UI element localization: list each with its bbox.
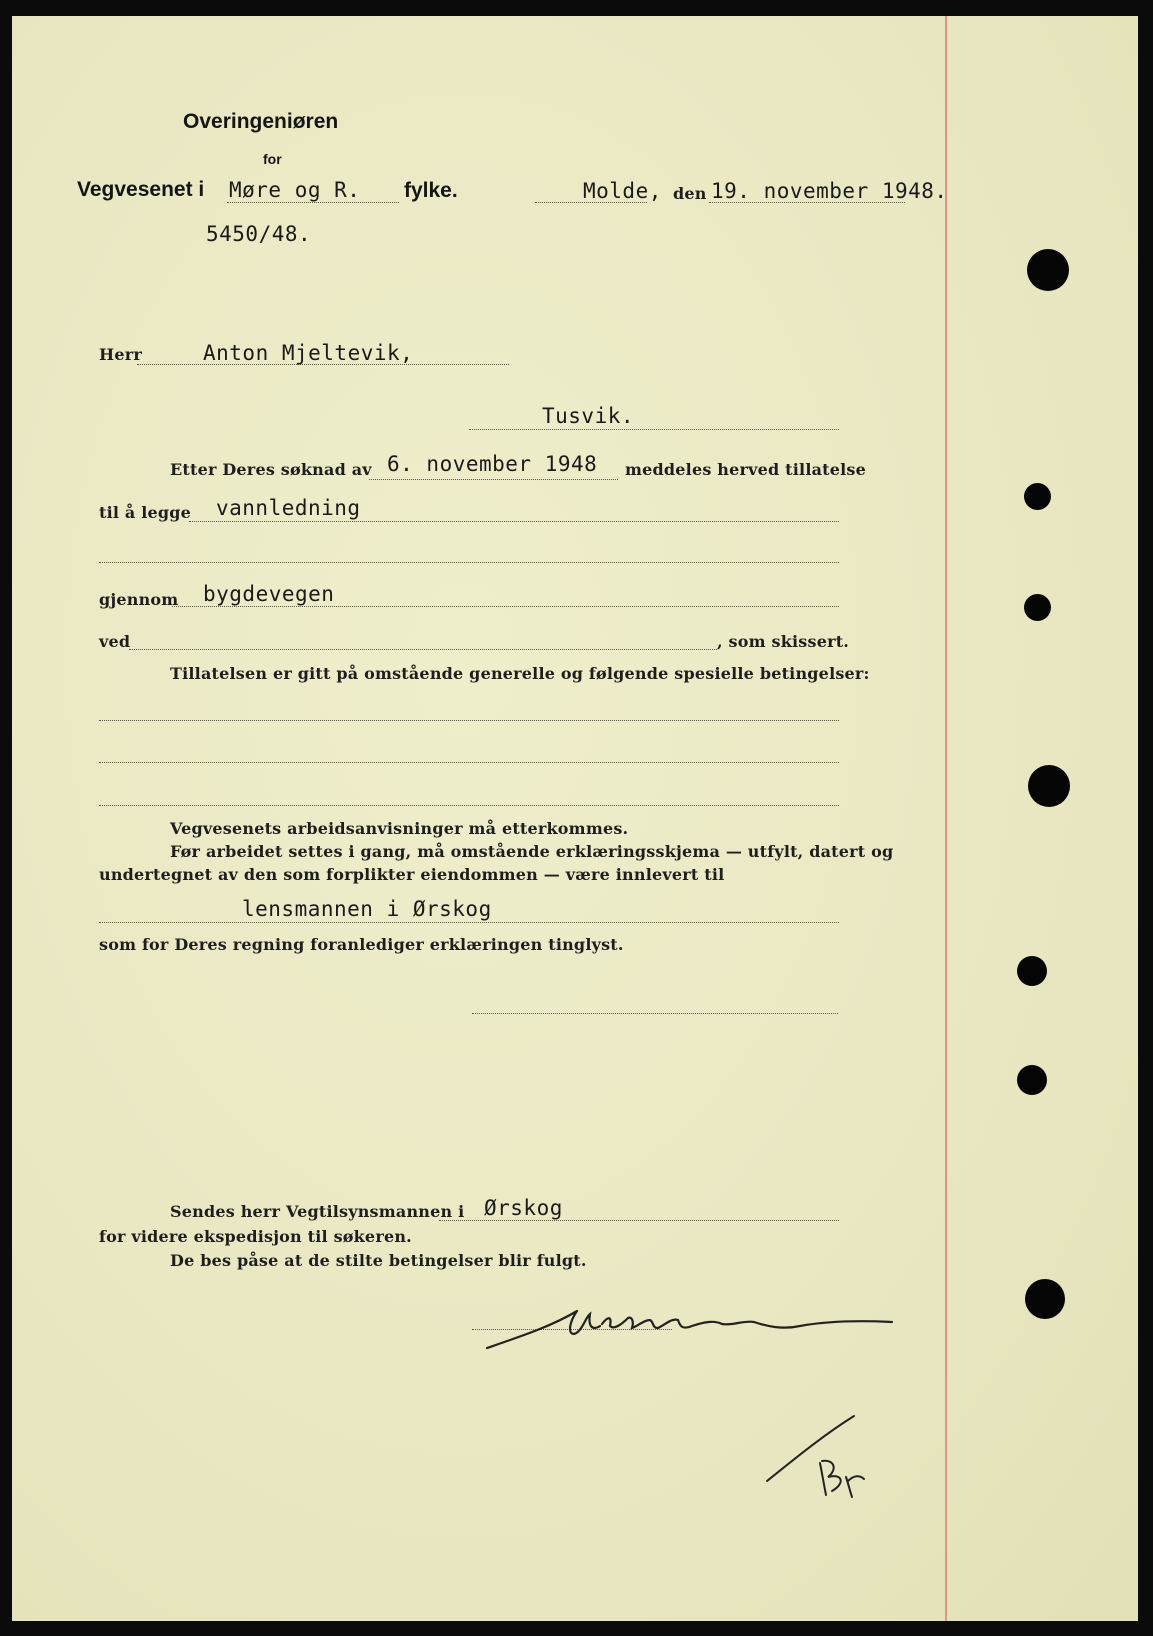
sent-line-2: for videre ekspedisjon til søkeren. bbox=[99, 1227, 412, 1246]
place-value: Molde, bbox=[583, 179, 662, 203]
punch-hole bbox=[1017, 956, 1047, 986]
punch-hole bbox=[1017, 1065, 1047, 1095]
purpose-label: til å legge bbox=[99, 503, 192, 522]
deliver-dotted-line bbox=[99, 922, 839, 923]
initials-mark bbox=[762, 1411, 872, 1501]
purpose-dotted-line bbox=[189, 521, 839, 522]
condition-dotted-line bbox=[99, 720, 839, 721]
punch-hole bbox=[1028, 765, 1070, 807]
signature bbox=[482, 1286, 902, 1366]
recipient-place-dotted-line bbox=[469, 429, 839, 430]
county-dotted-line bbox=[227, 202, 399, 203]
county-value: Møre og R. bbox=[229, 178, 361, 202]
recipient-place: Tusvik. bbox=[542, 404, 635, 428]
by-label: ved bbox=[99, 632, 131, 651]
through-label: gjennom bbox=[99, 590, 179, 609]
application-dotted-line bbox=[369, 479, 618, 480]
punch-hole bbox=[1024, 483, 1051, 510]
punch-hole bbox=[1024, 594, 1051, 621]
inspector-location: Ørskog bbox=[484, 1196, 563, 1220]
vegvesenet-label: Vegvesenet i bbox=[77, 178, 205, 201]
punch-hole bbox=[1027, 249, 1069, 291]
herr-label: Herr bbox=[99, 345, 142, 364]
through-value: bygdevegen bbox=[203, 582, 335, 606]
punch-hole bbox=[1025, 1279, 1065, 1319]
through-dotted-line bbox=[172, 606, 839, 607]
letter-date: 19. november 1948. bbox=[711, 179, 948, 203]
recipient-name: Anton Mjeltevik, bbox=[203, 341, 414, 365]
letterhead-title: Overingeniøren bbox=[183, 110, 339, 133]
letter-page bbox=[12, 16, 1138, 1621]
condition-dotted-line bbox=[99, 805, 839, 806]
sketch-suffix: , som skissert. bbox=[717, 632, 850, 651]
condition-dotted-line bbox=[99, 762, 839, 763]
sent-line-3: De bes påse at de stilte betingelser blir fulgt. bbox=[170, 1251, 587, 1270]
purpose-value: vannledning bbox=[216, 496, 361, 520]
by-dotted-line bbox=[129, 649, 717, 650]
signature-dotted-line bbox=[472, 1013, 838, 1014]
deliver-to: lensmannen i Ørskog bbox=[242, 897, 492, 921]
registration-line: som for Deres regning foranlediger erklæringen tinglyst. bbox=[99, 935, 624, 954]
letterhead-for: for bbox=[263, 151, 282, 167]
margin-line bbox=[945, 16, 947, 1621]
sent-to-label: Sendes herr Vegtilsynsmannen i bbox=[170, 1202, 465, 1221]
reference-number: 5450/48. bbox=[206, 222, 312, 246]
application-label: Etter Deres søknad av bbox=[170, 460, 372, 479]
conditions-line: Tillatelsen er gitt på omstående generelle og følgende spesielle betingelser: bbox=[170, 664, 870, 683]
den-label: den bbox=[673, 184, 707, 203]
permission-text: meddeles herved tillatelse bbox=[625, 460, 867, 479]
application-date: 6. november 1948 bbox=[387, 452, 598, 476]
fylke-label: fylke. bbox=[404, 179, 458, 202]
blank-dotted-line bbox=[99, 562, 839, 563]
instructions-line: Vegvesenets arbeidsanvisninger må etterkommes. bbox=[170, 819, 629, 838]
inspector-dotted-line bbox=[439, 1220, 839, 1221]
declaration-line-2: undertegnet av den som forplikter eiendommen — være innlevert til bbox=[99, 865, 725, 884]
declaration-line-1: Før arbeidet settes i gang, må omstående erklæringsskjema — utfylt, datert og bbox=[170, 842, 894, 861]
